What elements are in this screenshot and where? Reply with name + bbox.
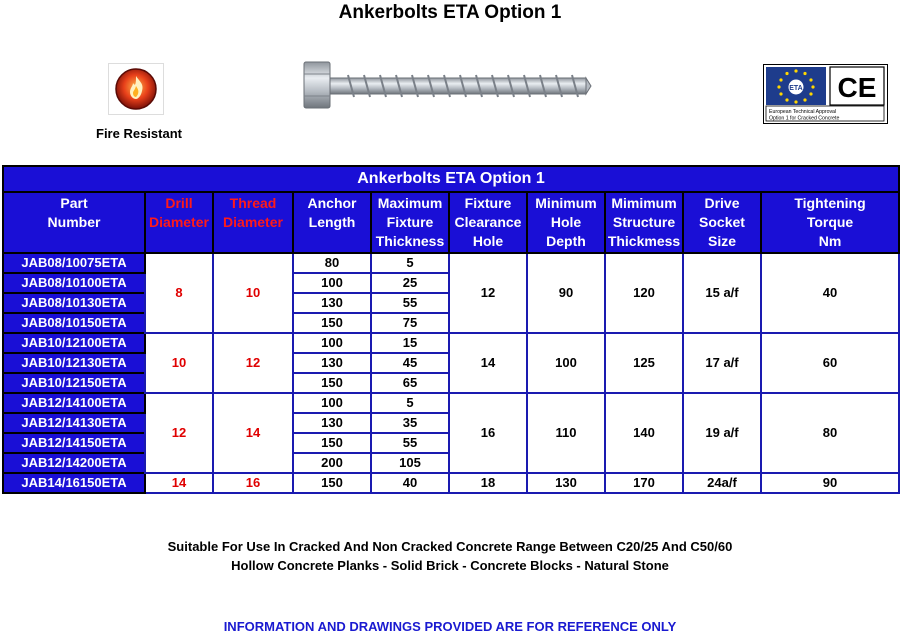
part-number-cell: JAB12/14200ETA <box>3 453 145 473</box>
fixture-clearance-cell: 12 <box>449 253 527 333</box>
thread-diameter-cell: 12 <box>213 333 293 393</box>
suitability-note: Suitable For Use In Cracked And Non Cracked Concrete Range Between C20/25 And C50/60 <box>167 539 733 554</box>
disclaimer: INFORMATION AND DRAWINGS PROVIDED ARE FOR REFERENCE ONLY <box>223 619 677 634</box>
header-drill-diameter-line: Drill <box>165 195 193 211</box>
header-minimum-hole-depth-line: Minimum <box>535 195 597 211</box>
anchor-bolt-image <box>300 58 592 112</box>
max-fixture-thickness-cell: 25 <box>371 273 449 293</box>
header-tightening-torque <box>761 192 899 253</box>
table-caption: Ankerbolts ETA Option 1 <box>3 166 899 192</box>
header-minimum-structure-thickness <box>605 192 683 253</box>
header-max-fixture-thickness-line: Maximum <box>377 195 443 211</box>
max-fixture-thickness-cell: 40 <box>371 473 449 493</box>
max-fixture-thickness-cell: 5 <box>371 253 449 273</box>
header-tightening-torque-line: Nm <box>818 233 842 249</box>
part-number-cell: JAB08/10100ETA <box>3 273 145 293</box>
header-tightening-torque-line: Tightening <box>794 195 866 211</box>
header-thread-diameter-line: Thread <box>229 195 277 211</box>
table-row <box>3 393 899 413</box>
minimum-hole-depth-cell: 100 <box>527 333 605 393</box>
fixture-clearance-cell: 18 <box>449 473 527 493</box>
max-fixture-thickness-cell: 15 <box>371 333 449 353</box>
part-number-cell: JAB10/12130ETA <box>3 353 145 373</box>
anchor-length-cell: 100 <box>293 273 371 293</box>
header-max-fixture-thickness <box>371 192 449 253</box>
header-fixture-clearance-hole <box>449 192 527 253</box>
anchor-length-cell: 150 <box>293 433 371 453</box>
eta-line-2: Option 1 for Cracked Concrete <box>769 115 840 122</box>
header-drive-socket-size-line: Socket <box>699 214 745 230</box>
eta-ce-badge <box>763 64 888 124</box>
max-fixture-thickness-cell: 65 <box>371 373 449 393</box>
anchor-length-cell: 150 <box>293 373 371 393</box>
part-number-cell: JAB12/14100ETA <box>3 393 145 413</box>
header-drive-socket-size-line: Drive <box>704 195 740 211</box>
part-number-cell: JAB10/12100ETA <box>3 333 145 353</box>
part-number-cell: JAB08/10150ETA <box>3 313 145 333</box>
anchor-length-cell: 100 <box>293 393 371 413</box>
header-fixture-clearance-hole-line: Clearance <box>454 214 522 230</box>
fixture-clearance-cell: 16 <box>449 393 527 473</box>
max-fixture-thickness-cell: 55 <box>371 433 449 453</box>
thread-diameter-cell: 10 <box>213 253 293 333</box>
max-fixture-thickness-cell: 35 <box>371 413 449 433</box>
part-number-cell: JAB08/10075ETA <box>3 253 145 273</box>
header-drill-diameter <box>145 192 213 253</box>
minimum-structure-cell: 170 <box>605 473 683 493</box>
header-anchor-length <box>293 192 371 253</box>
tightening-torque-cell: 60 <box>761 333 899 393</box>
fire-resistant-label: Fire Resistant <box>96 126 182 141</box>
max-fixture-thickness-cell: 75 <box>371 313 449 333</box>
table-row <box>3 253 899 273</box>
minimum-structure-cell: 120 <box>605 253 683 333</box>
anchor-length-cell: 80 <box>293 253 371 273</box>
header-part-number <box>3 192 145 253</box>
drive-socket-cell: 19 a/f <box>683 393 761 473</box>
thread-diameter-cell: 16 <box>213 473 293 493</box>
anchor-length-cell: 100 <box>293 333 371 353</box>
header-part-number-line: Part <box>60 195 88 211</box>
anchor-length-cell: 130 <box>293 293 371 313</box>
header-fixture-clearance-hole-line: Hole <box>472 233 504 249</box>
header-minimum-hole-depth-line: Hole <box>550 214 582 230</box>
part-number-cell: JAB14/16150ETA <box>3 473 145 493</box>
max-fixture-thickness-cell: 45 <box>371 353 449 373</box>
tightening-torque-cell: 40 <box>761 253 899 333</box>
thread-diameter-cell: 14 <box>213 393 293 473</box>
max-fixture-thickness-cell: 105 <box>371 453 449 473</box>
header-part-number-line: Number <box>47 214 101 230</box>
header-max-fixture-thickness-line: Thickness <box>375 233 445 249</box>
drill-diameter-cell: 8 <box>145 253 213 333</box>
table-row <box>3 333 899 353</box>
minimum-hole-depth-cell: 90 <box>527 253 605 333</box>
header-thread-diameter <box>213 192 293 253</box>
table-row <box>3 473 899 493</box>
drill-diameter-cell: 10 <box>145 333 213 393</box>
part-number-cell: JAB10/12150ETA <box>3 373 145 393</box>
minimum-structure-cell: 125 <box>605 333 683 393</box>
drill-diameter-cell: 14 <box>145 473 213 493</box>
drive-socket-cell: 15 a/f <box>683 253 761 333</box>
header-drill-diameter-line: Diameter <box>149 214 209 230</box>
header-thread-diameter-line: Diameter <box>223 214 283 230</box>
header-tightening-torque-line: Torque <box>806 214 854 230</box>
header-anchor-length-line: Length <box>308 214 356 230</box>
drive-socket-cell: 17 a/f <box>683 333 761 393</box>
part-number-cell: JAB12/14130ETA <box>3 413 145 433</box>
header-fixture-clearance-hole-line: Fixture <box>464 195 512 211</box>
eta-line-1: European Technical Approval <box>769 109 837 115</box>
header-drive-socket-size <box>683 192 761 253</box>
header-anchor-length-line: Anchor <box>307 195 357 211</box>
header-max-fixture-thickness-line: Fixture <box>386 214 434 230</box>
max-fixture-thickness-cell: 5 <box>371 393 449 413</box>
tightening-torque-cell: 80 <box>761 393 899 473</box>
anchor-length-cell: 130 <box>293 353 371 373</box>
drive-socket-cell: 24a/f <box>683 473 761 493</box>
header-minimum-hole-depth-line: Depth <box>546 233 586 249</box>
minimum-structure-cell: 140 <box>605 393 683 473</box>
ce-text: CE <box>837 72 877 103</box>
anchor-length-cell: 150 <box>293 313 371 333</box>
page-title: Ankerbolts ETA Option 1 <box>338 2 562 23</box>
part-number-cell: JAB12/14150ETA <box>3 433 145 453</box>
materials-note: Hollow Concrete Planks - Solid Brick - Concrete Blocks - Natural Stone <box>231 558 669 573</box>
header-drive-socket-size-line: Size <box>707 233 736 249</box>
spec-table <box>2 165 900 494</box>
header-minimum-structure-thickness-line: Mimimum <box>611 195 677 211</box>
eta-text: ETA <box>789 85 803 92</box>
minimum-hole-depth-cell: 130 <box>527 473 605 493</box>
fire-icon <box>108 63 164 115</box>
max-fixture-thickness-cell: 55 <box>371 293 449 313</box>
header-minimum-hole-depth <box>527 192 605 253</box>
minimum-hole-depth-cell: 110 <box>527 393 605 473</box>
anchor-length-cell: 130 <box>293 413 371 433</box>
anchor-length-cell: 150 <box>293 473 371 493</box>
table-header-row <box>3 192 899 253</box>
drill-diameter-cell: 12 <box>145 393 213 473</box>
part-number-cell: JAB08/10130ETA <box>3 293 145 313</box>
anchor-length-cell: 200 <box>293 453 371 473</box>
table-body <box>3 253 899 493</box>
header-minimum-structure-thickness-line: Structure <box>612 214 676 230</box>
tightening-torque-cell: 90 <box>761 473 899 493</box>
header-minimum-structure-thickness-line: Thickmess <box>607 233 681 249</box>
fixture-clearance-cell: 14 <box>449 333 527 393</box>
